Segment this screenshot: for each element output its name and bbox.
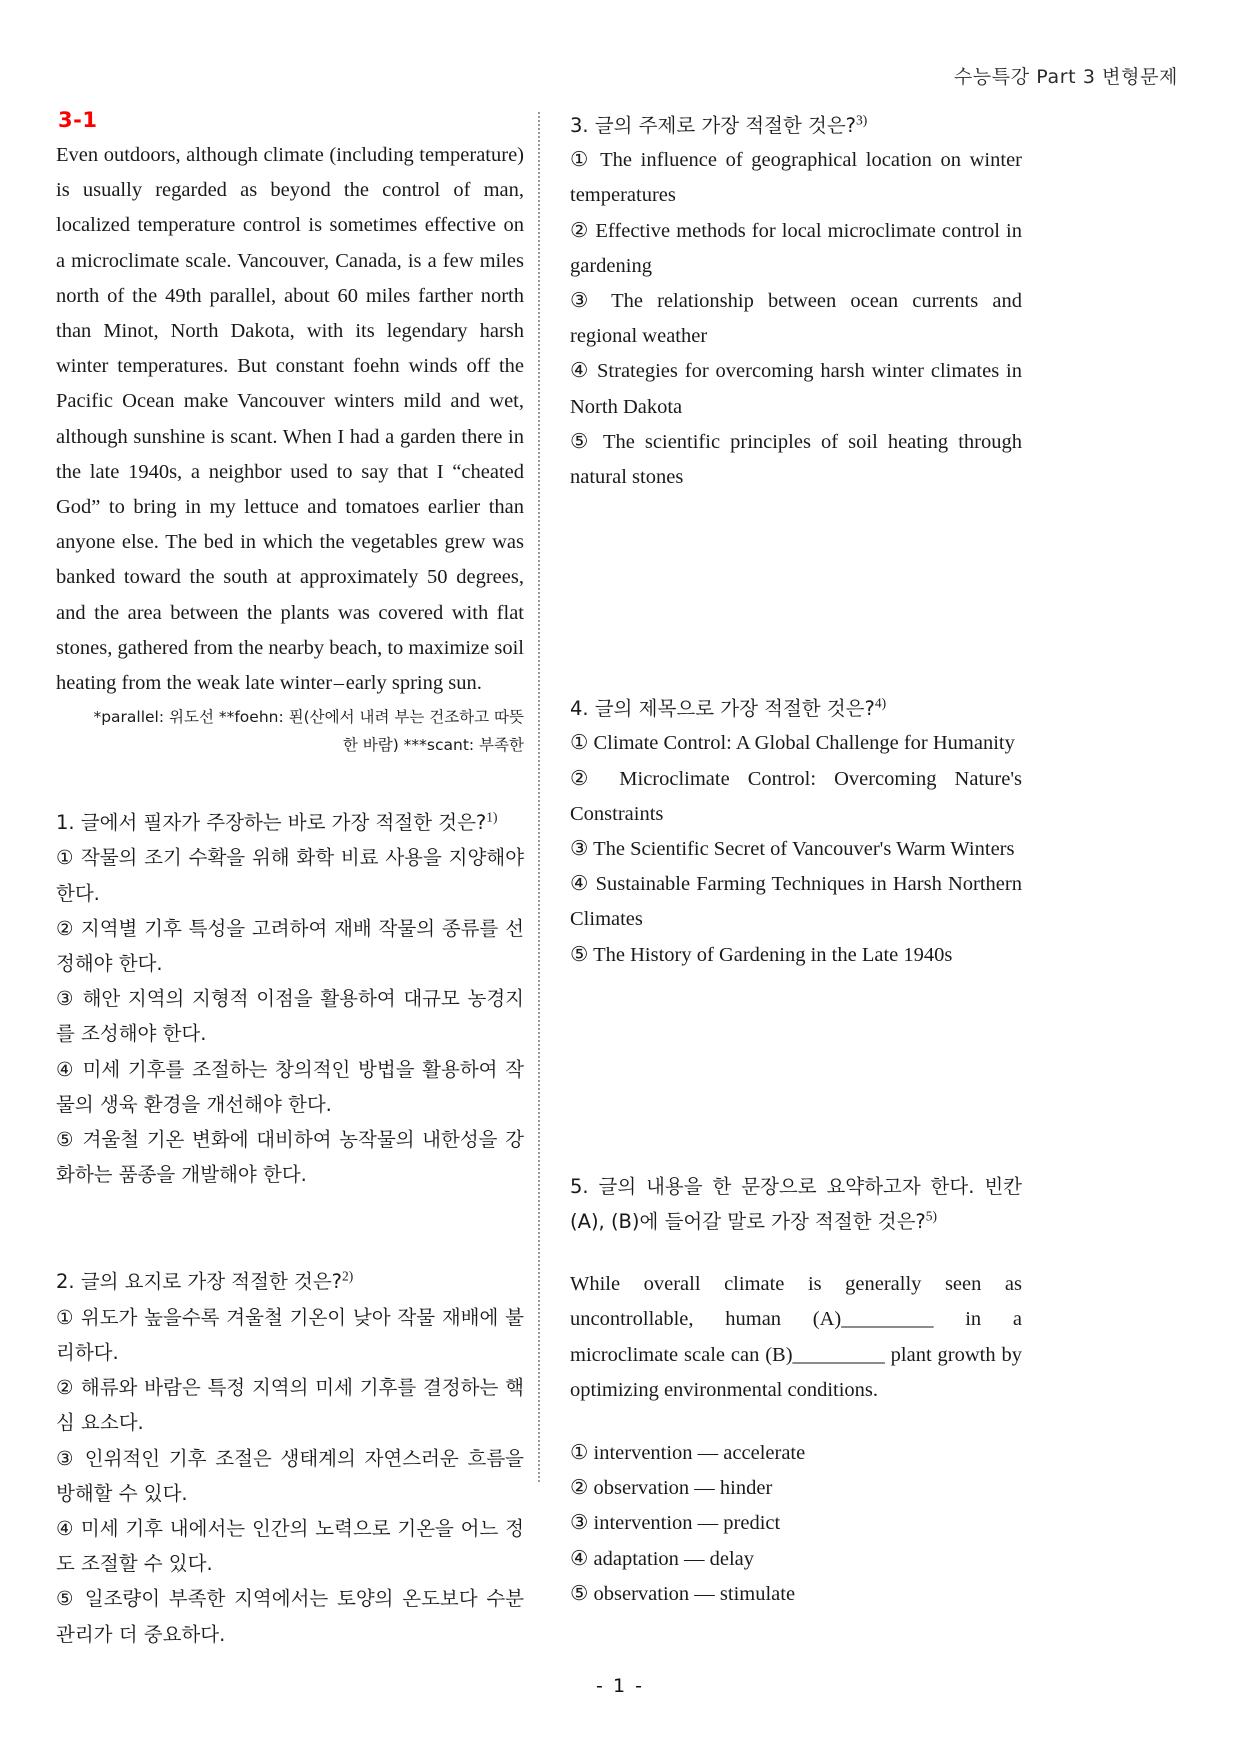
choice-item[interactable]: ④ 미세 기후를 조절하는 창의적인 방법을 활용하여 작물의 생육 환경을 개선해야 한다. xyxy=(56,1057,524,1116)
question-4-marker: 4) xyxy=(874,695,887,711)
choice-item[interactable]: ⑤ The scientific principles of soil heating through natural stones xyxy=(570,430,1022,489)
question-4-prompt: 4. 글의 제목으로 가장 적절한 것은?$^{4)}$ xyxy=(570,695,887,721)
choice-item[interactable]: ② 지역별 기후 특성을 고려하여 재배 작물의 종류를 선정해야 한다. xyxy=(56,916,524,976)
question-1-marker: 1) xyxy=(486,809,498,825)
blank-a: _________ xyxy=(841,1308,934,1331)
right-column xyxy=(540,108,1022,1628)
choice-item[interactable]: ① Climate Control: A Global Challenge for Humanity xyxy=(570,732,1015,755)
question-5-choices xyxy=(570,1436,1022,1612)
question-3-prompt: 3. 글의 주제로 가장 적절한 것은?$^{3)}$ xyxy=(570,112,868,137)
question-1-choices xyxy=(56,840,524,1192)
choice-item[interactable]: ⑤ 겨울철 기온 변화에 대비하여 농작물의 내한성을 강화하는 품종을 개발해야 한다. xyxy=(56,1128,524,1187)
left-column xyxy=(56,108,538,1646)
passage-body: Even outdoors, although climate (including temperature) is usually regarded as beyond the control of man, localized temperature control is sometimes effective on a microclimate scale. Vancouver, Canada, is a few miles north of the 49th parallel, about 60 miles farther north than Minot, North Dakota, with its legendary harsh winter temperatures. But constant foehn winds off the Pacific Ocean make Vancouver winters mild and wet, although sunshine is scant. When I had a garden there in the late 1940s, a neighbor used to say that I “cheated God” to bring in my lettuce and tomatoes earlier than anyone else. The bed in which the vegetables grew was banked toward the south at approximately 50 degrees, and the area between the plants was covered with flat stones, gathered from the nearby beach, to maximize soil heating from the weak late winter – early spring sun. xyxy=(56,144,524,695)
question-3-marker: 3) xyxy=(856,112,868,128)
page-header xyxy=(56,62,1184,108)
header-title: 수능특강 Part 3 변형문제 xyxy=(953,66,1178,88)
question-5-summary: While overall climate is generally seen as uncontrollable, human (A)_________ in a microclimate scale can (B)_________ plant growth by optimizing environmental conditions. xyxy=(570,1273,1022,1401)
choice-item[interactable]: ④ 미세 기후 내에서는 인간의 노력으로 기온을 어느 정도 조절할 수 있다. xyxy=(56,1516,524,1576)
choice-item[interactable]: ① The influence of geographical location on winter temperatures xyxy=(570,149,1022,207)
choice-item[interactable]: ① 위도가 높을수록 겨울철 기온이 낮아 작물 재배에 불리하다. xyxy=(56,1305,524,1364)
choice-item[interactable]: ② 해류와 바람은 특정 지역의 미세 기후를 결정하는 핵심 요소다. xyxy=(56,1376,524,1435)
question-1-prompt: 1. 글에서 필자가 주장하는 바로 가장 적절한 것은?$^{1)}$ xyxy=(56,809,498,835)
question-5-marker: 5) xyxy=(925,1208,938,1224)
question-2-prompt: 2. 글의 요지로 가장 적절한 것은?$^{2)}$ xyxy=(56,1268,354,1294)
choice-item[interactable]: ② Effective methods for local microclimate control in gardening xyxy=(570,219,1022,277)
question-2-choices xyxy=(56,1300,524,1652)
blank-b: _________ xyxy=(792,1343,885,1366)
choice-item[interactable]: ① intervention — accelerate xyxy=(570,1442,806,1465)
choice-item[interactable]: ⑤ observation — stimulate xyxy=(570,1582,796,1605)
choice-item[interactable]: ③ The relationship between ocean currents and regional weather xyxy=(570,290,1022,348)
page-footer xyxy=(0,1675,1240,1697)
choice-item[interactable]: ③ intervention — predict xyxy=(570,1512,781,1535)
passage-footnote: *parallel: 위도선 **foehn: 푄(산에서 내려 부는 건조하고 따뜻한 바람) ***scant: 부족한 xyxy=(93,708,524,755)
choice-item[interactable]: ② observation — hinder xyxy=(570,1477,773,1500)
question-5-prompt: 5. 글의 내용을 한 문장으로 요약하고자 한다. 빈칸 (A), (B)에 들어갈 말로 가장 적절한 것은?$^{5)}$ xyxy=(570,1174,1023,1234)
question-4-choices xyxy=(570,726,1022,972)
choice-item[interactable]: ④ adaptation — delay xyxy=(570,1547,755,1570)
two-column-layout xyxy=(56,108,1184,1646)
choice-item[interactable]: ④ Strategies for overcoming harsh winter climates in North Dakota xyxy=(570,360,1022,418)
choice-item[interactable]: ② Microclimate Control: Overcoming Nature's Constraints xyxy=(570,767,1022,825)
question-3-choices xyxy=(570,143,1022,495)
choice-item[interactable]: ⑤ The History of Gardening in the Late 1940s xyxy=(570,943,953,966)
choice-item[interactable]: ③ 해안 지역의 지형적 이점을 활용하여 대규모 농경지를 조성해야 한다. xyxy=(56,987,524,1046)
choice-item[interactable]: ④ Sustainable Farming Techniques in Harsh Northern Climates xyxy=(570,873,1022,931)
passage-label: 3-1 xyxy=(58,108,98,132)
question-2-marker: 2) xyxy=(342,1268,354,1284)
choice-item[interactable]: ③ The Scientific Secret of Vancouver's Warm Winters xyxy=(570,838,1015,861)
choice-item[interactable]: ① 작물의 조기 수확을 위해 화학 비료 사용을 지양해야 한다. xyxy=(56,846,524,905)
page-number: - 1 - xyxy=(596,1675,644,1697)
choice-item[interactable]: ③ 인위적인 기후 조절은 생태계의 자연스러운 흐름을 방해할 수 있다. xyxy=(56,1446,524,1505)
choice-item[interactable]: ⑤ 일조량이 부족한 지역에서는 토양의 온도보다 수분 관리가 더 중요하다. xyxy=(56,1587,524,1646)
